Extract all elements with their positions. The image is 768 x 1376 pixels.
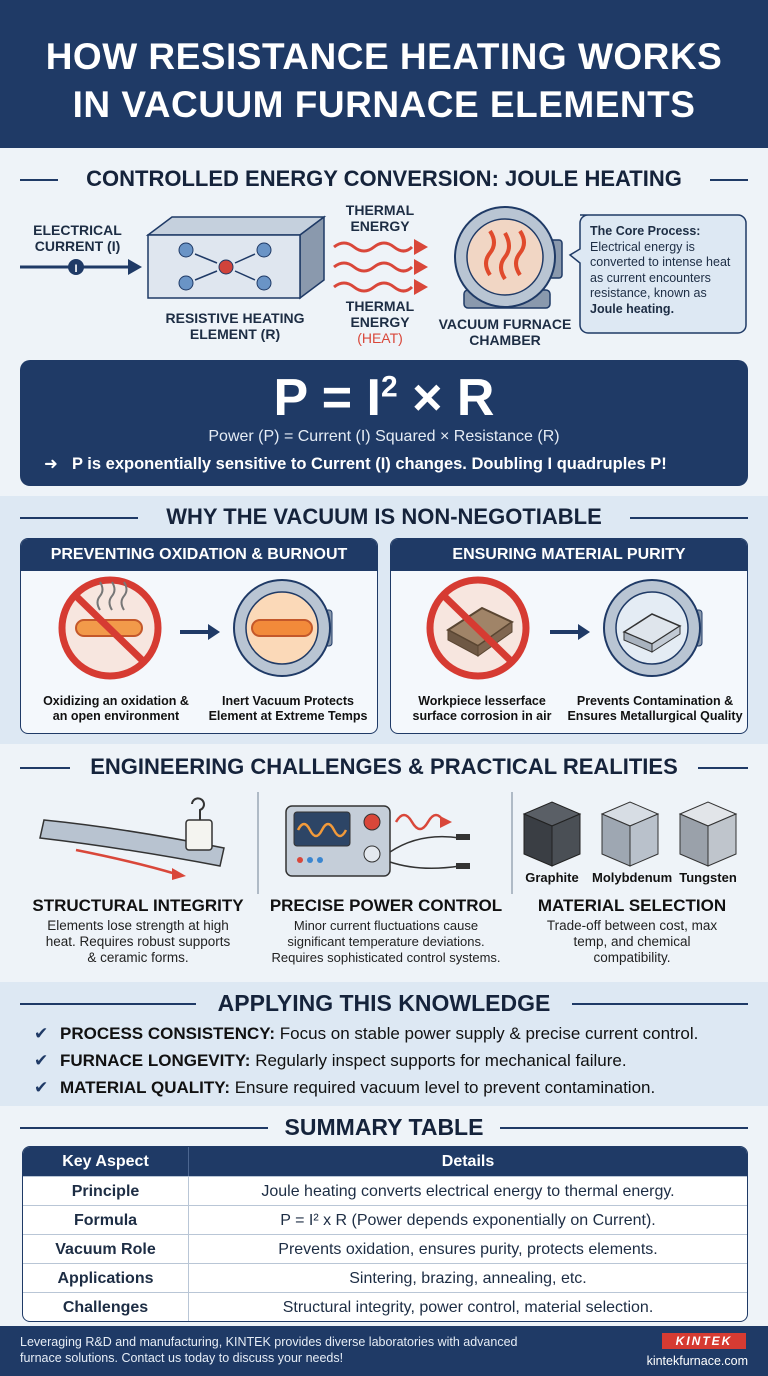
footer-text: Leveraging R&D and manufacturing, KINTEK provides diverse laboratories with advanced furnace solutions. Contact us today to discuss your needs! [20,1335,518,1365]
table-row: Principle Joule heating converts electrical energy to thermal energy. [23,1176,747,1205]
graphite-cube-icon [524,802,580,866]
oxidation-illustration [20,570,378,690]
material-selection-title: MATERIAL SELECTION [537,896,727,915]
svg-text:I: I [74,263,78,275]
oxidation-card: PREVENTING OXIDATION & BURNOUT [20,538,378,734]
vacuum-section-heading: WHY THE VACUUM IS NON-NEGOTIABLE [0,500,768,536]
table-row: Formula P = I² x R (Power depends exponentially on Current). [23,1205,747,1234]
power-control-title: PRECISE POWER CONTROL [269,896,503,915]
kintek-logo: KINTEK [662,1333,746,1349]
table-header-row: Key Aspect Details [23,1147,747,1176]
footer [0,1326,768,1376]
vacuum-chamber-icon [604,580,702,676]
applying-item: ✔ MATERIAL QUALITY: Ensure required vacuum level to prevent contamination. [34,1078,656,1097]
check-circle-icon: ✔ [34,1078,49,1097]
applying-section-heading: APPLYING THIS KNOWLEDGE [0,986,768,1022]
table-row: Challenges Structural integrity, power control, material selection. [23,1292,747,1321]
formula-subtitle: Power (P) = Current (I) Squared × Resistance (R) [208,428,560,445]
footer-url[interactable]: kintekfurnace.com [646,1354,748,1368]
power-controller-icon [286,806,470,876]
applying-item: ✔ FURNACE LONGEVITY: Regularly inspect supports for mechanical failure. [34,1051,627,1070]
tungsten-cube-icon [680,802,736,866]
check-circle-icon: ✔ [34,1024,49,1043]
chamber-label: VACUUM FURNACE CHAMBER [438,316,572,348]
arrow-right-icon: ➜ [44,455,58,473]
thermal-label-bottom: THERMAL ENERGY (HEAT) [345,298,415,346]
power-control-desc: Minor current fluctuations cause significant temperature deviations. Requires sophisticated control systems. [271,918,501,965]
bending-beam-icon [40,798,224,880]
check-circle-icon: ✔ [34,1051,49,1070]
formula-note: ➜ P is exponentially sensitive to Current (I) changes. Doubling I quadruples P! [44,455,667,473]
purity-caption-1: Workpiece lesserface surface corrosion in air [412,694,552,723]
core-process-text: The Core Process: Electrical energy is converted to intense heat as current encounters resistance, known as Joule heating. [590,224,731,316]
oxidation-caption-2: Inert Vacuum Protects Element at Extreme Temps [208,694,368,723]
engineering-section-heading: ENGINEERING CHALLENGES & PRACTICAL REALITIES [0,750,768,786]
thermal-label-top: THERMAL ENERGY [345,202,415,234]
joule-section-heading: CONTROLLED ENERGY CONVERSION: JOULE HEATING [0,162,768,198]
current-label: ELECTRICAL CURRENT (I) [33,222,122,254]
table-row: Applications Sintering, brazing, annealing, etc. [23,1263,747,1292]
material-selection-desc: Trade-off between cost, max temp, and chemical compatibility. [546,918,718,965]
purity-caption-2: Prevents Contamination & Ensures Metallurgical Quality [567,694,743,723]
formula-main: $P = I^2 \times R$ [273,369,495,427]
header-banner [0,0,768,148]
structural-integrity-desc: Elements lose strength at high heat. Requires robust supports & ceramic forms. [45,918,231,965]
title-line-1: HOW RESISTANCE HEATING WORKS [45,36,723,77]
vacuum-chamber-icon [234,580,332,676]
title-line-2: IN VACUUM FURNACE ELEMENTS [72,84,696,125]
purity-illustration [390,570,748,690]
element-label: RESISTIVE HEATING ELEMENT (R) [165,310,305,342]
vacuum-chamber-icon [455,207,562,308]
heat-waves-icon [334,243,412,291]
structural-integrity-title: STRUCTURAL INTEGRITY [32,896,244,915]
summary-table [22,1146,748,1322]
purity-card: ENSURING MATERIAL PURITY [390,538,748,734]
molybdenum-cube-icon [602,802,658,866]
formula-box [20,360,748,486]
summary-section-heading: SUMMARY TABLE [0,1110,768,1146]
table-row: Vacuum Role Prevents oxidation, ensures purity, protects elements. [23,1234,747,1263]
oxidation-caption-1: Oxidizing an oxidation & an open environment [43,694,189,723]
applying-item: ✔ PROCESS CONSISTENCY: Focus on stable power supply & precise current control. [34,1024,699,1043]
